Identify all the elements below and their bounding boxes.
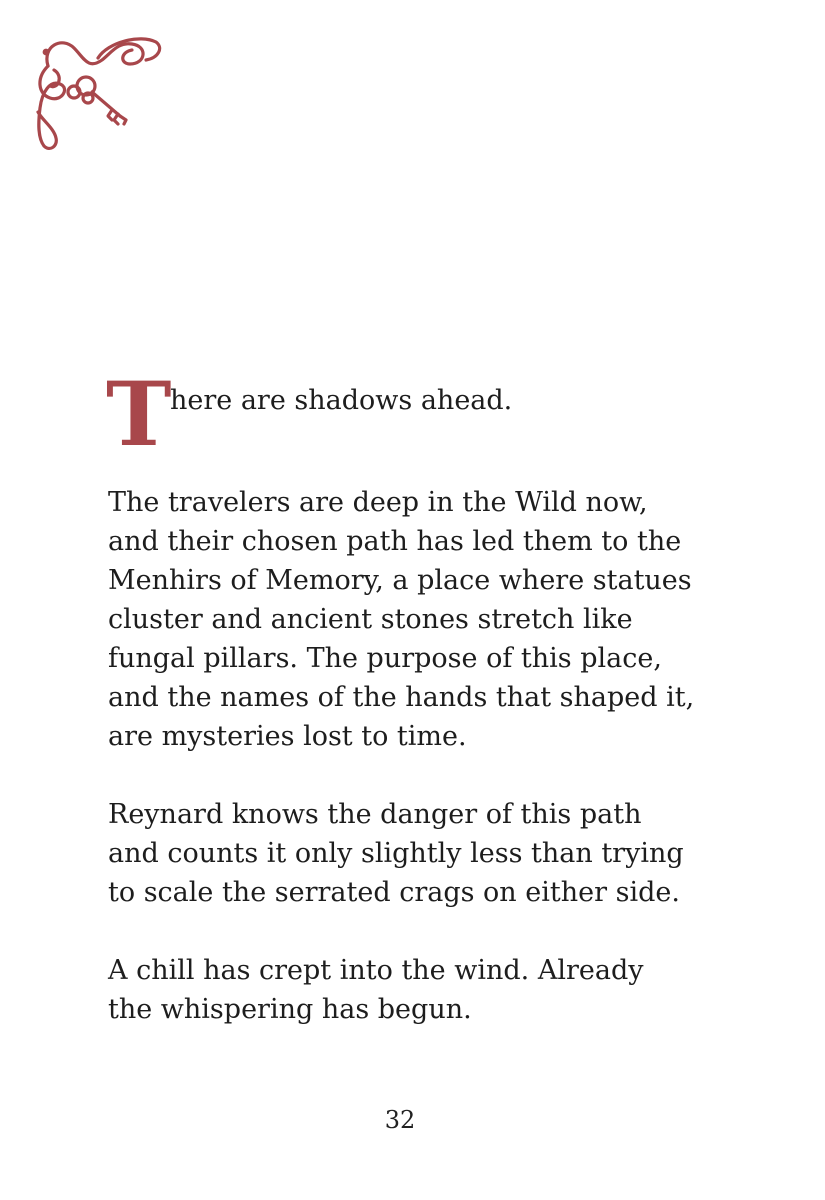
text-line: and counts it only slightly less than trying: [108, 838, 684, 869]
paragraph: [108, 795, 708, 912]
page-number: 32: [384, 1106, 416, 1134]
paragraph: [108, 483, 708, 756]
text-line: The travelers are deep in the Wild now,: [108, 487, 648, 518]
text-line: are mysteries lost to time.: [108, 721, 467, 752]
text-line: and their chosen path has led them to the: [108, 526, 682, 557]
drop-cap: T: [106, 362, 172, 466]
page-text: [106, 362, 708, 1068]
text-line: A chill has crept into the wind. Already: [108, 955, 644, 986]
opening-line: [106, 362, 708, 466]
opening-line-text: here are shadows ahead.: [170, 385, 513, 416]
text-line: Menhirs of Memory, a place where statues: [108, 565, 692, 596]
paragraph: [108, 951, 708, 1029]
text-line: to scale the serrated crags on either side.: [108, 877, 680, 908]
text-line: cluster and ancient stones stretch like: [108, 604, 633, 635]
text-line: and the names of the hands that shaped it,: [108, 682, 695, 713]
text-line: the whispering has begun.: [108, 994, 472, 1025]
text-line: fungal pillars. The purpose of this place,: [108, 643, 662, 674]
text-line: Reynard knows the danger of this path: [108, 799, 642, 830]
key-flourish-icon: [28, 28, 168, 163]
